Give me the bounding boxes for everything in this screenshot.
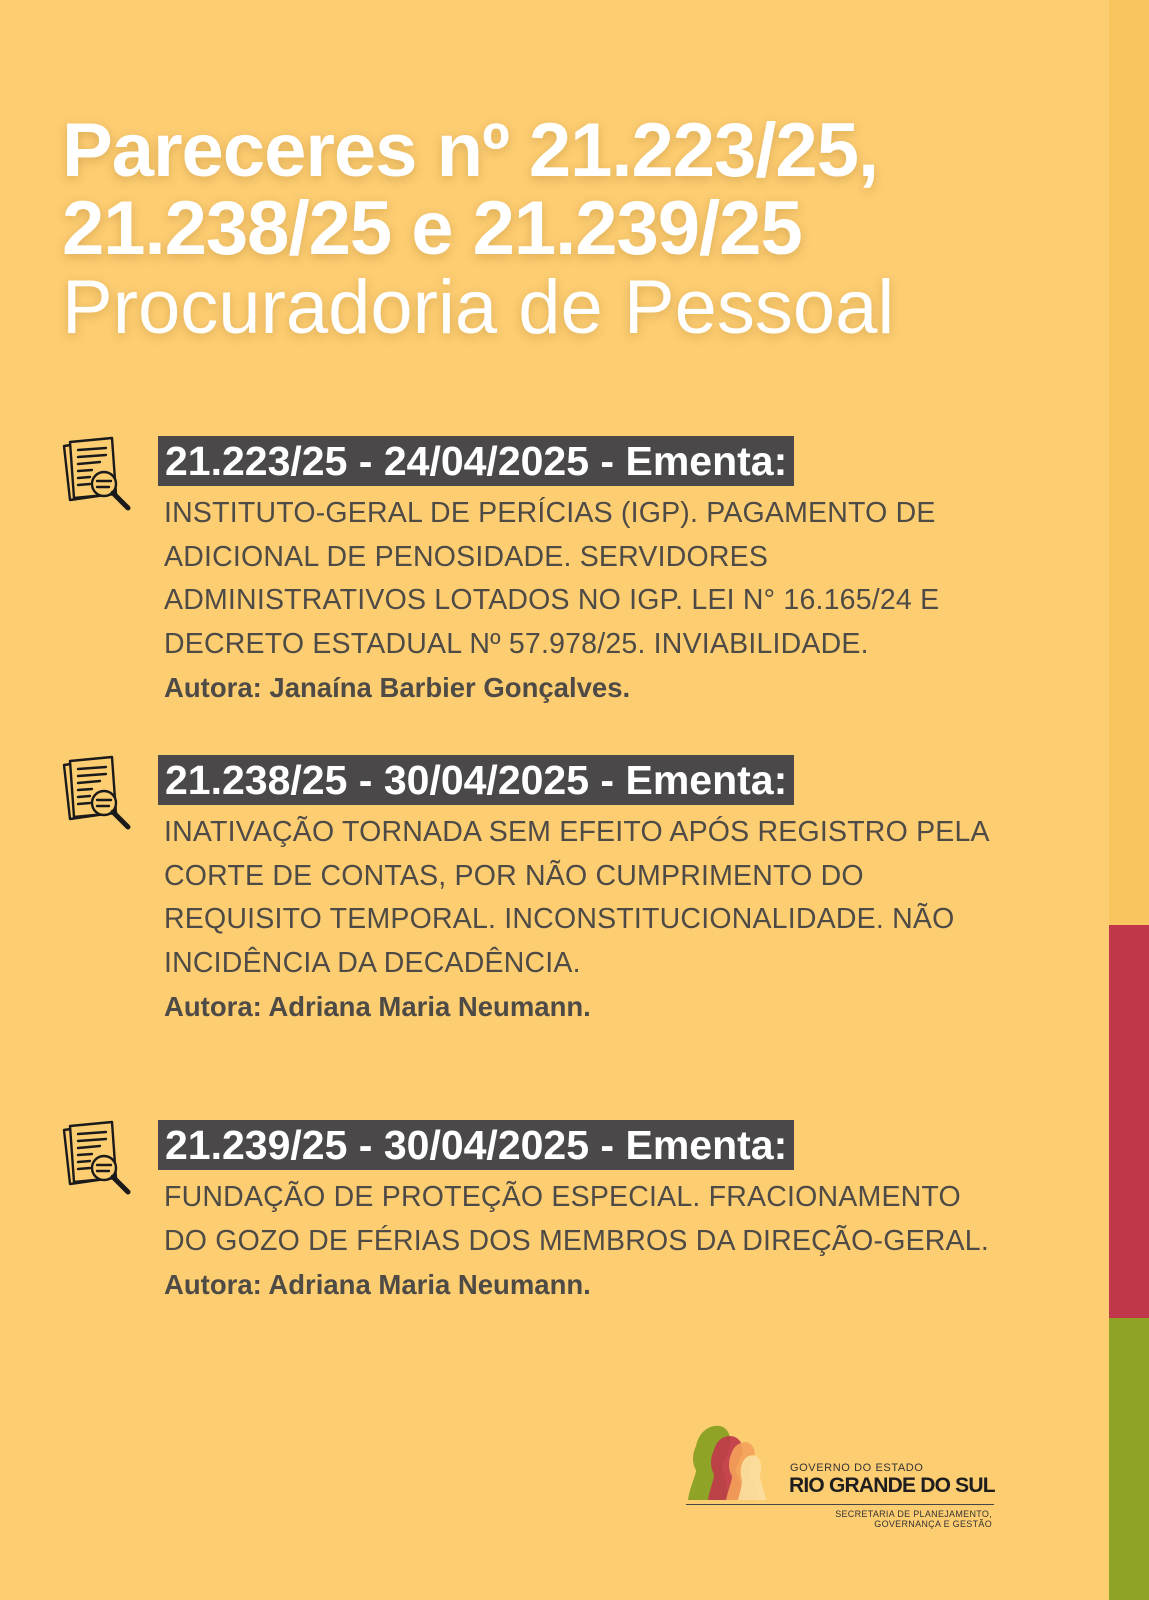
entry-ementa <box>164 811 1018 985</box>
title-line-1: Pareceres nº 21.223/25, <box>62 108 879 193</box>
entry-author: Autora: Janaína Barbier Gonçalves. <box>164 672 631 703</box>
entry-heading: 21.223/25 - 24/04/2025 - Ementa: <box>158 436 794 486</box>
logo-government-label: GOVERNO DO ESTADO <box>790 1462 924 1474</box>
ementa-line: INATIVAÇÃO TORNADA SEM EFEITO APÓS REGISTRO PELA <box>164 816 990 848</box>
entry-ementa <box>164 1176 1018 1263</box>
profiles-logo-icon <box>682 1420 782 1502</box>
ementa-line: ADMINISTRATIVOS LOTADOS NO IGP. LEI N° 16.165/24 E <box>164 584 940 616</box>
title-line-3: Procuradoria de Pessoal <box>62 265 895 350</box>
ementa-line: CORTE DE CONTAS, POR NÃO CUMPRIMENTO DO <box>164 859 864 892</box>
side-stripe-green <box>1109 1318 1149 1600</box>
ementa-line: REQUISITO TEMPORAL. INCONSTITUCIONALIDADE. NÃO <box>164 903 955 935</box>
document-search-icon <box>60 755 136 833</box>
page-title <box>62 108 1062 350</box>
logo-divider <box>686 1504 994 1505</box>
entry-heading: 21.238/25 - 30/04/2025 - Ementa: <box>158 755 794 805</box>
ementa-line: DECRETO ESTADUAL Nº 57.978/25. INVIABILIDADE. <box>164 627 869 660</box>
logo-secretariat-line-2: GOVERNANÇA E GESTÃO <box>874 1519 992 1529</box>
side-stripe-yellow <box>1109 0 1149 925</box>
ementa-line: FUNDAÇÃO DE PROTEÇÃO ESPECIAL. FRACIONAMENTO <box>164 1181 961 1213</box>
entry-ementa <box>164 492 1018 666</box>
logo-state-name: RIO GRANDE DO SUL <box>789 1474 995 1497</box>
ementa-line: ADICIONAL DE PENOSIDADE. SERVIDORES <box>164 540 769 573</box>
ementa-line: DO GOZO DE FÉRIAS DOS MEMBROS DA DIREÇÃO-GERAL. <box>164 1224 989 1257</box>
entry-author: Autora: Adriana Maria Neumann. <box>164 991 591 1022</box>
logo-secretariat-line-1: SECRETARIA DE PLANEJAMENTO, <box>835 1509 992 1519</box>
entry-author: Autora: Adriana Maria Neumann. <box>164 1269 591 1300</box>
document-search-icon <box>60 436 136 514</box>
ementa-line: INCIDÊNCIA DA DECADÊNCIA. <box>164 946 581 979</box>
entry-heading: 21.239/25 - 30/04/2025 - Ementa: <box>158 1120 794 1170</box>
title-line-2: 21.238/25 e 21.239/25 <box>62 186 802 271</box>
government-logo <box>686 1420 1006 1530</box>
document-search-icon <box>60 1120 136 1198</box>
ementa-line: INSTITUTO-GERAL DE PERÍCIAS (IGP). PAGAMENTO DE <box>164 497 936 529</box>
side-stripe-red <box>1109 925 1149 1318</box>
